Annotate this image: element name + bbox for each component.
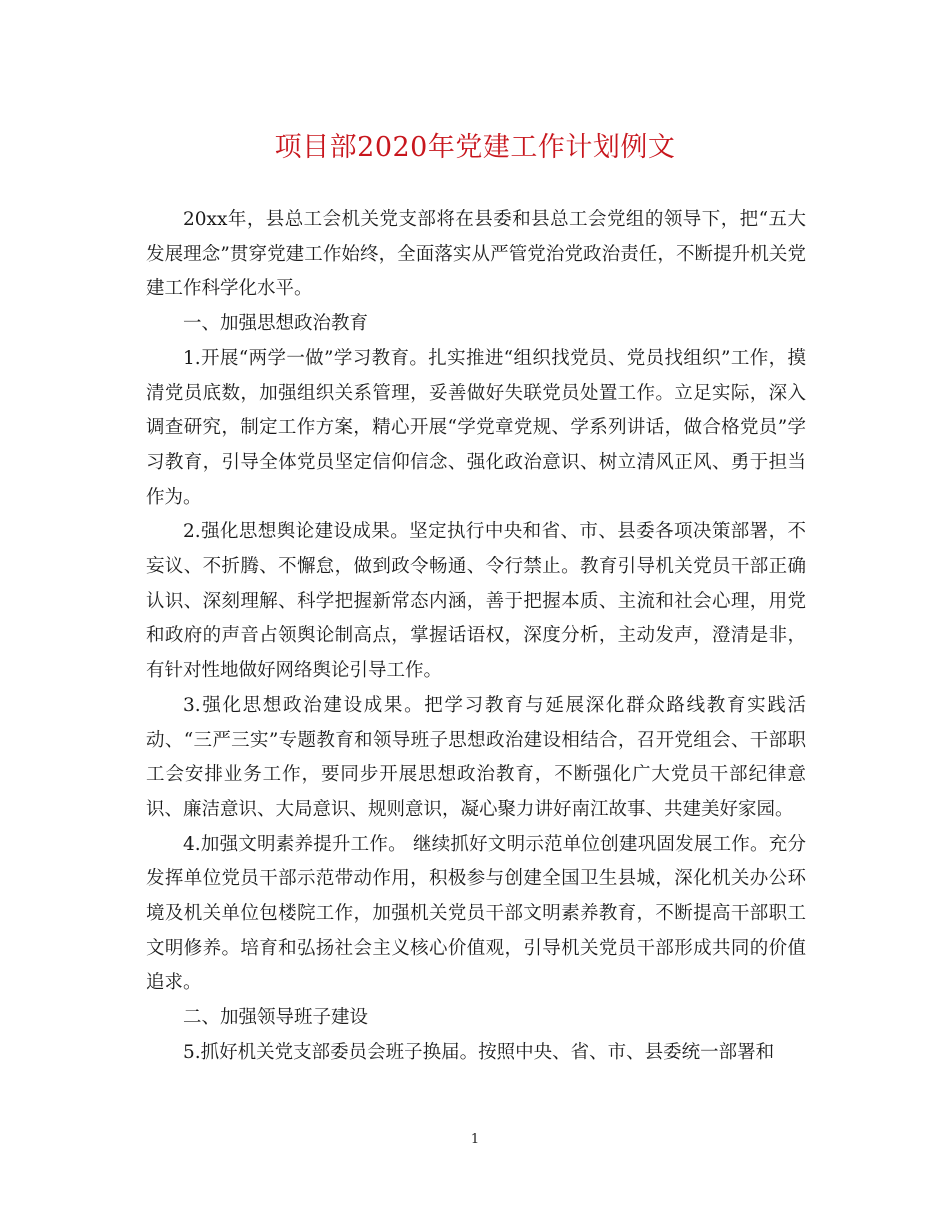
section-heading-2: 二、加强领导班子建设 bbox=[183, 1007, 369, 1029]
page-number: 1 bbox=[470, 1132, 480, 1147]
section-heading-1: 一、加强思想政治教育 bbox=[183, 313, 369, 335]
document-body bbox=[146, 203, 806, 1071]
paragraph-item-2: 2.强化思想舆论建设成果。坚定执行中央和省、市、县委各项决策部署，不妄议、不折腾、不懈怠，做到政令畅通、令行禁止。教育引导机关党员干部正确认识、深刻理解、科学把握新常态内涵，善于把握本质、主流和社会心理，用党和政府的声音占领舆论制高点，掌握话语权，深度分析，主动发声，澄清是非，有针对性地做好网络舆论引导工作。 bbox=[146, 521, 806, 682]
paragraph-item-1: 1.开展“两学一做”学习教育。扎实推进“组织找党员、党员找组织”工作，摸清党员底数，加强组织关系管理，妥善做好失联党员处置工作。立足实际，深入调查研究，制定工作方案，精心开展“学党章党规、学系列讲话，做合格党员”学习教育，引导全体党员坚定信仰信念、强化政治意识、树立清风正风、勇于担当作为。 bbox=[146, 347, 806, 508]
paragraph-item-5: 5.抓好机关党支部委员会班子换届。按照中央、省、市、县委统一部署和 bbox=[183, 1041, 775, 1063]
paragraph-intro: 20xx年，县总工会机关党支部将在县委和县总工会党组的领导下，把“五大发展理念”贯穿党建工作始终，全面落实从严管党治党政治责任，不断提升机关党建工作科学化水平。 bbox=[146, 209, 806, 300]
paragraph-item-4: 4.加强文明素养提升工作。 继续抓好文明示范单位创建巩固发展工作。充分发挥单位党员干部示范带动作用，积极参与创建全国卫生县城，深化机关办公环境及机关单位包楼院工作，加强机关党员干部文明素养教育，不断提高干部职工文明修养。培育和弘扬社会主义核心价值观，引导机关党员干部形成共同的价值追求。 bbox=[146, 833, 806, 994]
document-title: 项目部2020年党建工作计划例文 bbox=[274, 132, 676, 163]
paragraph-item-3: 3.强化思想政治建设成果。把学习教育与延展深化群众路线教育实践活动、“三严三实”专题教育和领导班子思想政治建设相结合，召开党组会、干部职工会安排业务工作，要同步开展思想政治教育，不断强化广大党员干部纪律意识、廉洁意识、大局意识、规则意识，凝心聚力讲好南江故事、共建美好家园。 bbox=[146, 694, 806, 820]
